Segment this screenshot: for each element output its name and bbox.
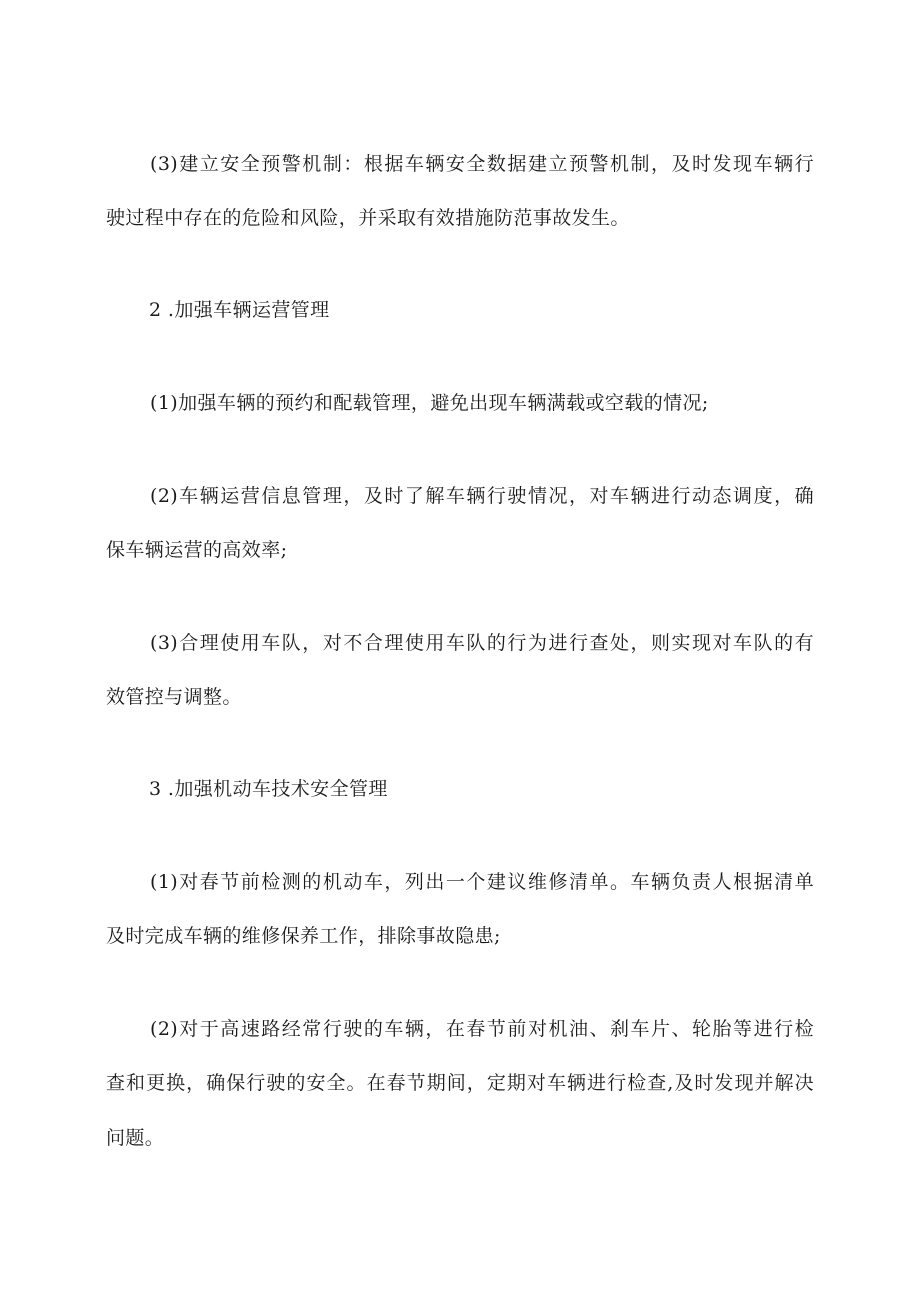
paragraph-6-line-1: (2)对于高速路经常行驶的车辆，在春节前对机油、刹车片、轮胎等进行检	[150, 1018, 814, 1040]
paragraph-4-line-2: 效管控与调整。	[106, 686, 242, 708]
paragraph-3-line-1: (2)车辆运营信息管理，及时了解车辆行驶情况，对车辆进行动态调度，确	[150, 485, 814, 507]
paragraph-6-line-3: 问题。	[106, 1127, 165, 1149]
paragraph-4-line-1: (3)合理使用车队，对不合理使用车队的行为进行查处，则实现对车队的有	[150, 632, 814, 654]
paragraph-6-line-2: 查和更换，确保行驶的安全。在春节期间，定期对车辆进行检查,及时发现并解决	[106, 1072, 814, 1094]
section-heading-2: 2 .加强车辆运营管理	[149, 299, 330, 321]
paragraph-1-line-1: (3)建立安全预警机制：根据车辆安全数据建立预警机制，及时发现车辆行	[150, 153, 814, 175]
paragraph-1-line-2: 驶过程中存在的危险和风险，并采取有效措施防范事故发生。	[106, 207, 630, 229]
paragraph-5-line-2: 及时完成车辆的维修保养工作，排除事故隐患;	[106, 925, 501, 947]
paragraph-2-line-1: (1)加强车辆的预约和配载管理，避免出现车辆满载或空载的情况;	[150, 392, 709, 414]
paragraph-3-line-2: 保车辆运营的高效率;	[106, 539, 288, 561]
section-heading-3: 3 .加强机动车技术安全管理	[149, 778, 388, 800]
paragraph-5-line-1: (1)对春节前检测的机动车，列出一个建议维修清单。车辆负责人根据清单	[150, 871, 814, 893]
